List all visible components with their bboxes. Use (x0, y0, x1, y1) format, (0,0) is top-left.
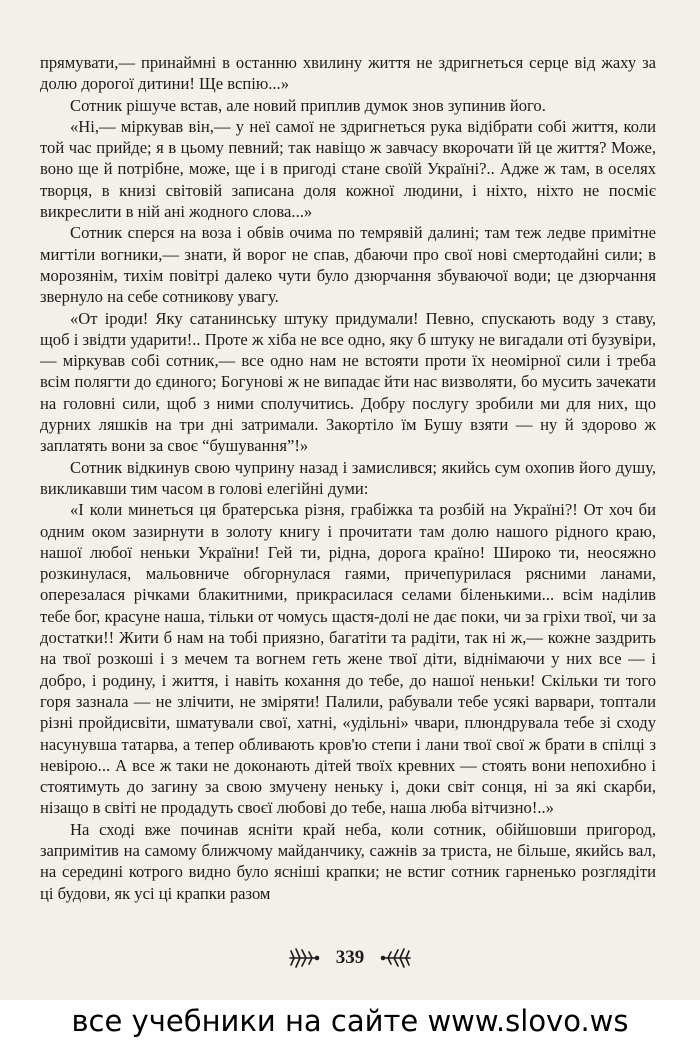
page-text (40, 52, 656, 904)
paragraph-1: прямувати,— принаймні в останню хвилину життя не здригнеться серце від жаху за долю дорогої дитини! Ще вспію...» (40, 53, 656, 94)
paragraph-4: Сотник сперся на воза і обвів очима по темрявій далині; там теж ледве примітне мигтіли вогники,— знати, й ворог не спав, дбаючи про свої нові смертодайні сили; в морозянім, тихім повітрі далеко чути було дзюрчання збуваючої води; це дзюрчання звернуло на себе сотникову увагу. (40, 223, 656, 307)
page-footer (0, 943, 700, 973)
paragraph-7: «І коли минеться ця братерська різня, грабіжка та розбій на Україні?! От хоч би одним оком зазирнути в золоту книгу і прочитати там долю нашого рідного краю, нашої любої неньки України! Гей ти, рідна, дорога країно! Широко ти, неосяжно розкинулася, мальовниче обгорнулася гаями, причепурилася рясними ланами, оперезалася річками блакитними, прикрасилася селами біленькими... всім наділив тебе бог, красуне наша, тільки от чомусь щастя-долі не дає поки, чи за гріхи твої, чи за достатки!! Жити б нам на тобі приязно, багатіти та радіти, так ні ж,— кожне заздрить на твої розкоші і з мечем та вогнем геть жене твої діти, віднімаючи у них все — і добро, і родину, і життя, і навіть кохання до тебе, до нашої неньки! Скільки ти того горя зазнала — не злічити, не зміряти! Палили, рабували тебе усякі варвари, топтали різні пройдисвіти, шматували свої, хатні, «удільні» чвари, плюндрувала тебе зі сходу насунувша татарва, а тепер обливають кров'ю степи і лани твої свої ж брати в спілці з невірою... А все ж таки не доконають дітей твоїх кревних — стоять вони непохибно і стоятимуть до загину за свою змучену неньку і, доки світ сонця, ні за які скарби, нізащо в світі не продадуть своєї любові до тебе, наша люба вітчизно!..» (40, 500, 656, 818)
paragraph-5: «От іроди! Яку сатанинську штуку придумали! Певно, спускають воду з ставу, щоб і звідти ударити!.. Проте ж хіба не все одно, яку б штуку не вигадали оті бузувіри,— міркував собі сотник,— все одно нам не встояти проти їх неоміpної сили і треба всім полягти до єдиного; Богунові ж не випадає йти нас визволяти, бо мусить зачекати на головні сили, щоб з ними сполучитись. Добру послугу зробили ми для них, що дурних ляшків на три дні затримали. Закортіло їм Бушу взяти — ну й здорово ж заплатять вони за своє “бушування”!» (40, 308, 656, 456)
fern-ornament-right-icon (380, 945, 414, 971)
paragraph-2: Сотник рішуче встав, але новий приплив думок знов зупинив його. (70, 95, 546, 115)
fern-ornament-left-icon (286, 945, 320, 971)
paragraph-8: На сході вже починав ясніти край неба, коли сотник, обійшовши пригород, запримітив на самому ближчому майданчику, сажнів за триста, не більше, якийсь вал, на середині котрого видно було ясніші крапки; не встиг сотник гарненько розглядіти ці будови, як усі ці крапки разом (40, 819, 656, 903)
paragraph-3: «Ні,— міркував він,— у неї самої не здригнеться рука відібрати собі життя, коли той час прийде; я в цьому певний; так навіщо ж завчасу вкорочати їй це життя? Може, воно ще й потрібне, може, ще і в пригоді стане своїй Україні?.. Адже ж там, в оселях творця, в книзі світовій записана доля кожної людини, і ніхто, ніхто не посміє викреслити в ній ані жодного слова...» (40, 116, 656, 222)
page-number: 339 (335, 947, 365, 968)
site-banner: все учебники на сайте www.slovo.ws (0, 1000, 700, 1041)
paragraph-6: Сотник відкинув свою чуприну назад і замислився; якийсь сум охопив його душу, викликавши тим часом в голові елегійні думи: (40, 457, 656, 498)
